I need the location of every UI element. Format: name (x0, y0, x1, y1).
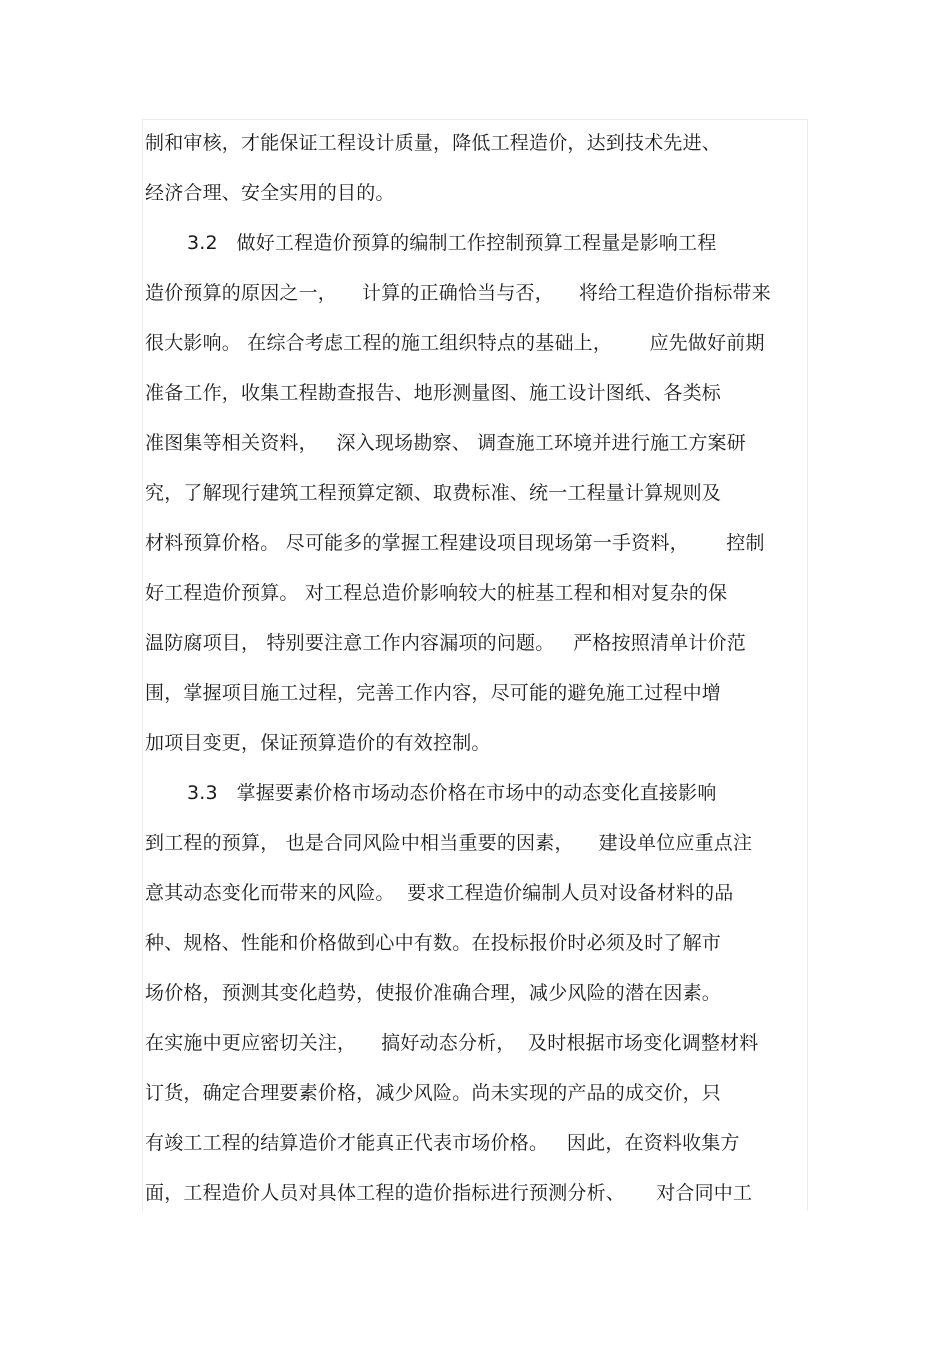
text-line: 订货，确定合理要素价格，减少风险。尚未实现的产品的成交价，只 (145, 1082, 722, 1104)
text-line: 围，掌握项目施工过程，完善工作内容，尽可能的避免施工过程中增 (145, 682, 722, 704)
text-line: 准图集等相关资料， 深入现场勘察、 调查施工环境并进行施工方案研 (145, 432, 746, 454)
text-line: 究，了解现行建筑工程预算定额、取费标准、统一工程量计算规则及 (145, 482, 722, 504)
text-line: 准备工作，收集工程勘查报告、地形测量图、施工设计图纸、各类标 (145, 382, 722, 404)
text-line: 场价格，预测其变化趋势，使报价准确合理，减少风险的潜在因素。 (145, 982, 722, 1004)
text-line: 加项目变更，保证预算造价的有效控制。 (145, 732, 491, 754)
text-line: 好工程造价预算。 对工程总造价影响较大的桩基工程和相对复杂的保 (145, 582, 728, 604)
text-line: 有竣工工程的结算造价才能真正代表市场价格。 因此，在资料收集方 (145, 1132, 740, 1154)
text-line: 造价预算的原因之一， 计算的正确恰当与否， 将给工程造价指标带来 (145, 282, 771, 304)
text-line: 在实施中更应密切关注， 搞好动态分析， 及时根据市场变化调整材料 (145, 1032, 759, 1054)
text-line: 经济合理、安全实用的目的。 (145, 182, 395, 204)
text-line: 材料预算价格。 尽可能多的掌握工程建设项目现场第一手资料， 控制 (145, 532, 765, 554)
text-line: 到工程的预算， 也是合同风险中相当重要的因素， 建设单位应重点注 (145, 832, 753, 854)
text-line: 制和审核，才能保证工程设计质量，降低工程造价，达到技术先进、 (145, 132, 722, 154)
section-heading-3-3: 3.3 掌握要素价格市场动态价格在市场中的动态变化直接影响 (187, 782, 717, 804)
section-heading-3-2: 3.2 做好工程造价预算的编制工作控制预算工程量是影响工程 (187, 232, 717, 254)
text-line: 温防腐项目， 特别要注意工作内容漏项的问题。 严格按照清单计价范 (145, 632, 746, 654)
text-line: 面，工程造价人员对具体工程的造价指标进行预测分析、 对合同中工 (145, 1182, 753, 1204)
text-line: 种、规格、性能和价格做到心中有数。在投标报价时必须及时了解市 (145, 932, 722, 954)
document-body (145, 118, 810, 1218)
text-line: 意其动态变化而带来的风险。 要求工程造价编制人员对设备材料的品 (145, 882, 734, 904)
text-line: 很大影响。 在综合考虑工程的施工组织特点的基础上， 应先做好前期 (145, 332, 765, 354)
